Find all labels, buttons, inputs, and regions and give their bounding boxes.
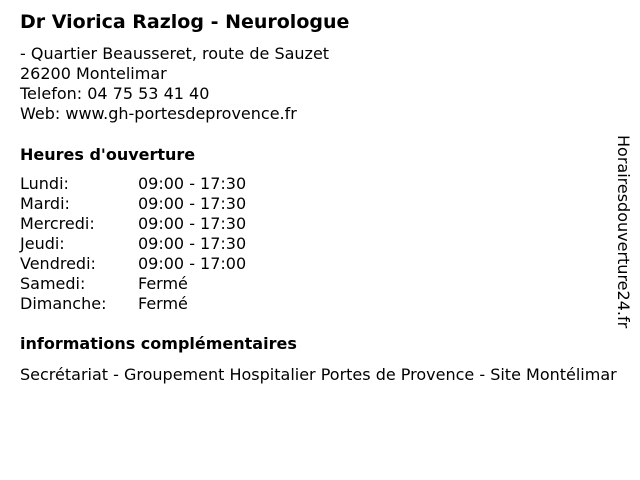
page-title: Dr Viorica Razlog - Neurologue [20,11,350,33]
day-label: Samedi: [20,274,86,293]
watermark [612,135,636,345]
hours-row-friday [20,254,246,274]
hours-row-tuesday [20,194,246,214]
additional-info-text: Secrétariat - Groupement Hospitalier Portes de Provence - Site Montélimar [20,365,617,384]
time-value: 09:00 - 17:30 [138,174,247,193]
hours-row-wednesday [20,214,246,234]
hours-row-thursday [20,234,246,254]
time-value: 09:00 - 17:00 [138,254,247,273]
opening-hours-heading: Heures d'ouverture [20,145,196,164]
watermark-text: Horairesdouverture24.fr [614,135,633,329]
address-city: 26200 Montelimar [20,64,167,83]
time-value: 09:00 - 17:30 [138,194,247,213]
hours-row-saturday [20,274,246,294]
phone-number: Telefon: 04 75 53 41 40 [20,84,210,103]
time-value: Fermé [138,294,188,313]
time-value: 09:00 - 17:30 [138,234,247,253]
opening-hours-list [20,174,246,314]
day-label: Dimanche: [20,294,107,313]
time-value: Fermé [138,274,188,293]
day-label: Lundi: [20,174,69,193]
day-label: Jeudi: [20,234,65,253]
day-label: Mercredi: [20,214,95,233]
day-label: Mardi: [20,194,70,213]
hours-row-monday [20,174,246,194]
day-label: Vendredi: [20,254,96,273]
address-street: - Quartier Beausseret, route de Sauzet [20,44,330,63]
website: Web: www.gh-portesdeprovence.fr [20,104,297,123]
additional-info-heading: informations complémentaires [20,334,297,353]
hours-row-sunday [20,294,246,314]
time-value: 09:00 - 17:30 [138,214,247,233]
address-block [20,44,329,124]
